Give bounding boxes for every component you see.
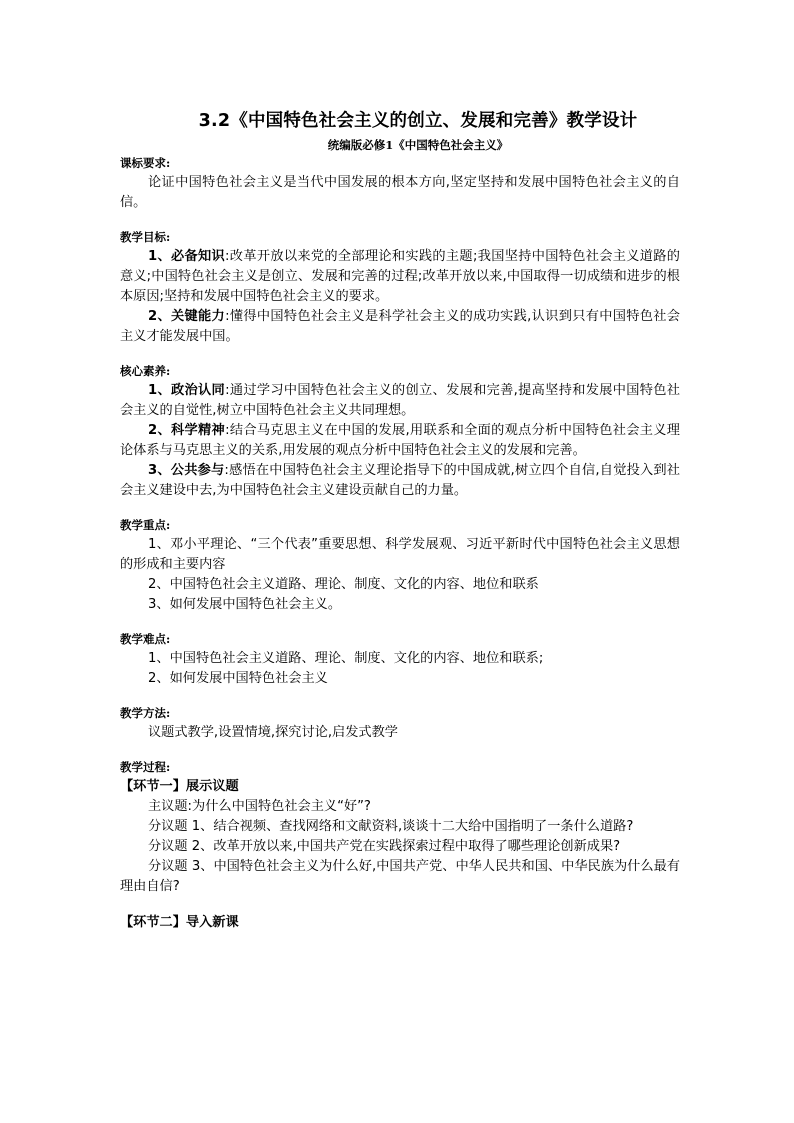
section-label: 教学重点: xyxy=(120,518,171,532)
list-item: 分议题 2、改革开放以来,中国共产党在实践探索过程中取得了哪些理论创新成果? xyxy=(148,839,621,854)
list-item: 分议题 3、中国特色社会主义为什么好,中国共产党、中华人民共和国、中华民族为什么最有理由自信? xyxy=(120,859,680,894)
item-text: :结合马克思主义在中国的发展,用联系和全面的观点分析中国特色社会主义理论体系与马克思主义的关系,用发展的观点分析中国特色社会主义的发展和完善。 xyxy=(120,423,680,458)
item-text: :通过学习中国特色社会主义的创立、发展和完善,提高坚持和发展中国特色社会主义的自觉性,树立中国特色社会主义共同理想。 xyxy=(120,383,680,418)
item-head: 2、关键能力 xyxy=(148,309,226,324)
section-stage-two xyxy=(120,913,680,933)
document-subtitle: 统编版必修1《中国特色社会主义》 xyxy=(327,138,509,152)
list-item: 2、如何发展中国特色社会主义 xyxy=(148,671,328,686)
section-label: 教学过程: xyxy=(120,760,171,774)
section-label: 教学目标: xyxy=(120,230,171,244)
paragraph xyxy=(120,461,680,501)
item-text: :懂得中国特色社会主义是科学社会主义的成功实践,认识到只有中国特色社会主义才能发展中国。 xyxy=(120,309,680,344)
section-process xyxy=(120,758,680,897)
section-difficulties xyxy=(120,630,680,689)
list-item: 分议题 1、结合视频、查找网络和文献资料,谈谈十二大给中国指明了一条什么道路? xyxy=(148,819,634,834)
section-label: 课标要求: xyxy=(120,156,171,170)
list-item: 1、中国特色社会主义道路、理论、制度、文化的内容、地位和联系; xyxy=(148,651,544,666)
paragraph xyxy=(120,247,680,307)
section-label: 教学方法: xyxy=(120,706,171,720)
section-label: 教学难点: xyxy=(120,632,171,646)
item-text: :感悟在中国特色社会主义理论指导下的中国成就,树立四个自信,自觉投入到社会主义建设中去,为中国特色社会主义建设贡献自己的力量。 xyxy=(120,463,680,498)
stage-title: 【环节一】展示议题 xyxy=(120,779,239,794)
list-item: 主议题:为什么中国特色社会主义“好”? xyxy=(148,799,371,814)
document-content xyxy=(120,108,680,933)
item-text: :改革开放以来党的全部理论和实践的主题;我国坚持中国特色社会主义道路的意义;中国特色社会主义是创立、发展和完善的过程;改革开放以来,中国取得一切成绩和进步的根本原因;坚持和发展中国特色社会主义的要求。 xyxy=(120,249,680,304)
item-head: 3、公共参与 xyxy=(148,463,225,478)
list-item: 3、如何发展中国特色社会主义。 xyxy=(148,597,342,612)
paragraph xyxy=(120,307,680,347)
list-item: 1、邓小平理论、“三个代表”重要思想、科学发展观、习近平新时代中国特色社会主义思想的形成和主要内容 xyxy=(120,537,680,572)
paragraph: 议题式教学,设置情境,探究讨论,启发式教学 xyxy=(148,725,398,740)
section-methods xyxy=(120,704,680,743)
section-key-points xyxy=(120,516,680,615)
section-objectives xyxy=(120,228,680,347)
paragraph xyxy=(120,381,680,421)
item-head: 1、必备知识 xyxy=(148,249,226,264)
item-head: 2、科学精神 xyxy=(148,423,226,438)
section-curriculum xyxy=(120,154,680,213)
stage-title: 【环节二】导入新课 xyxy=(120,915,239,930)
paragraph xyxy=(120,421,680,461)
document-title: 3.2《中国特色社会主义的创立、发展和完善》教学设计 xyxy=(198,111,638,131)
paragraph: 论证中国特色社会主义是当代中国发展的根本方向,坚定坚持和发展中国特色社会主义的自信。 xyxy=(120,175,680,210)
list-item: 2、中国特色社会主义道路、理论、制度、文化的内容、地位和联系 xyxy=(148,577,539,592)
section-literacy xyxy=(120,362,680,501)
section-label: 核心素养: xyxy=(120,364,171,378)
item-head: 1、政治认同 xyxy=(148,383,226,398)
